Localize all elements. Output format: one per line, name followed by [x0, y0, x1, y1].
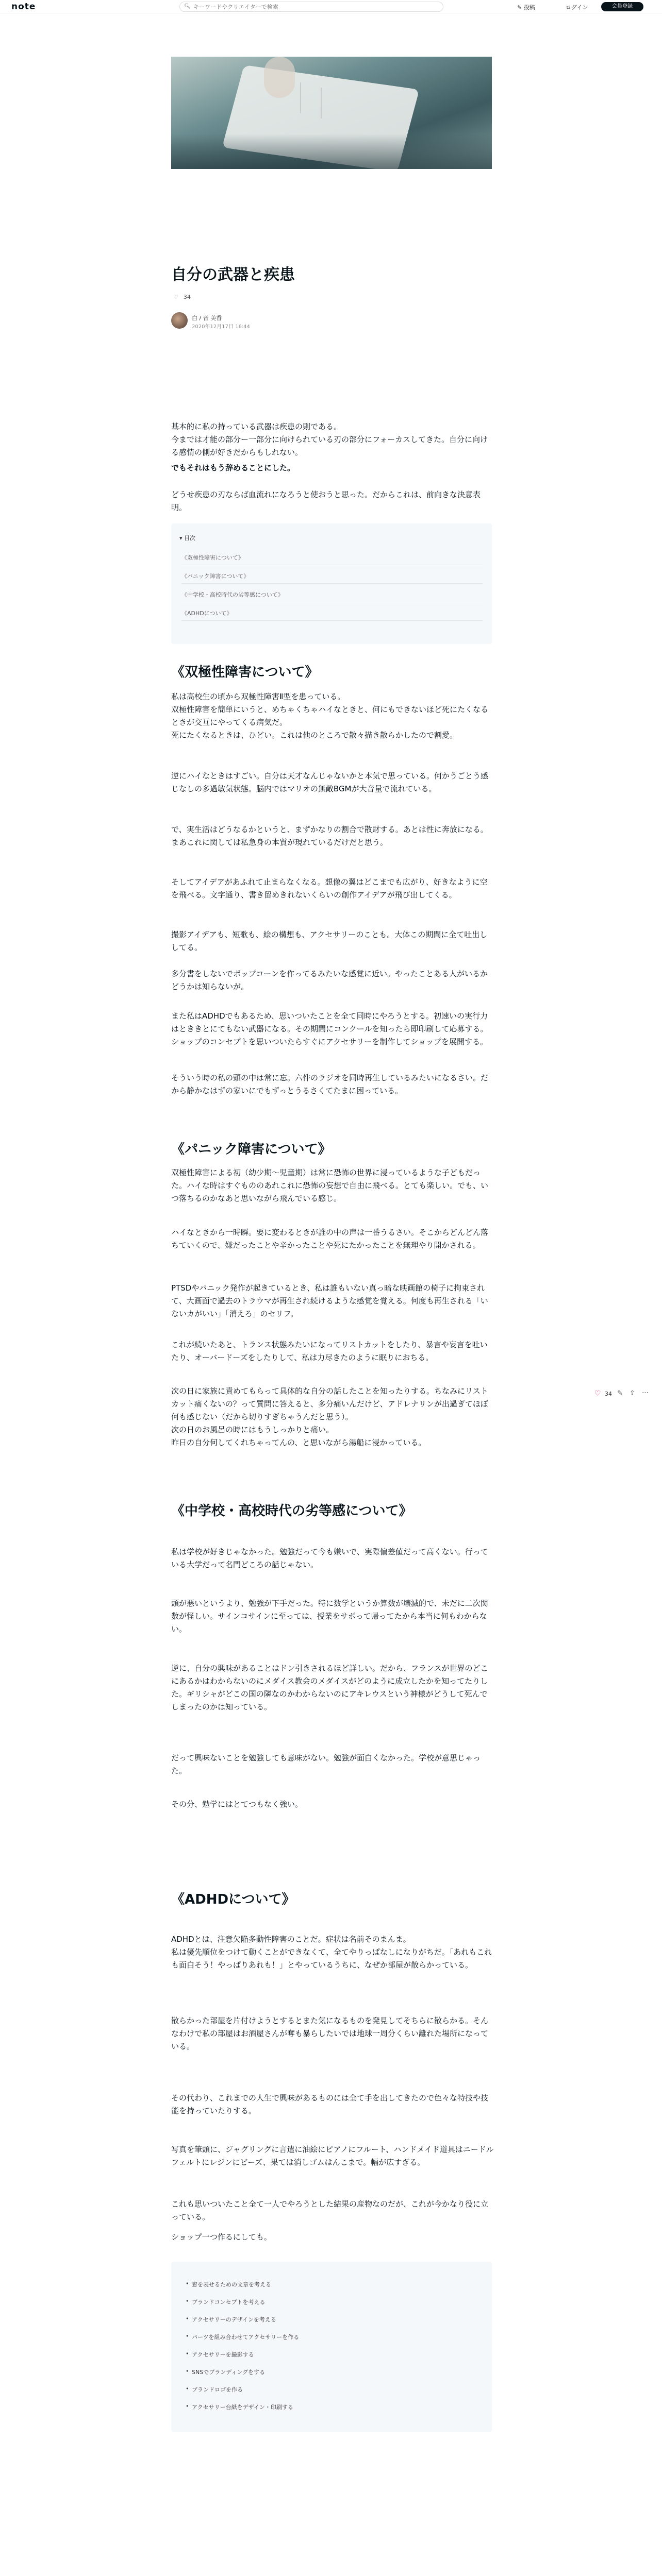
hero-earring-chain	[300, 82, 301, 113]
section-paragraph: 私は学校が好きじゃなかった。勉強だって今も嫌いで、実際偏差値だって高くない。行っている大学だって名門どころの話じゃない。	[171, 1547, 488, 1569]
section-paragraph: だって興味ないことを勉強しても意味がない。勉強が面白くなかった。学校が意思じゃった。	[171, 1753, 481, 1775]
toc-item[interactable]: 《パニック障害について》	[181, 572, 483, 584]
post-icon: ✎	[517, 4, 524, 11]
toc-title-label: 目次	[184, 535, 196, 541]
text-line: 昨日の自分何してくれちゃってんの、と思いながら湯船に浸かっている。	[171, 1438, 426, 1447]
list-item: • アクセサリーのデザインを考える	[192, 2315, 276, 2324]
section-paragraph: また私はADHDでもあるため、思いついたことを全て同時にやろうとする。初速いの実行力はとききとにてもない武器になる。その期間にコンクールを知ったら即印刷して応募する。ショップのコンセプトを思いついたらすぐにアクセサリーを制作してショップを展開する。	[171, 1011, 488, 1046]
section-heading: 《中学校・高校時代の劣等感について》	[171, 1503, 412, 1519]
section-paragraph: 撮影アイデアも、短歌も、絵の構想も、アクセサリーのことも。大体この期間に全て吐出ししてる。	[171, 930, 488, 952]
section-paragraph: そしてアイデアがあふれて止まらなくなる。想像の翼はどこまでも広がり、好きなように空を飛べる。文字通り、書き留めきれないくらいの創作アイデアが飛び出してくる。	[171, 877, 488, 900]
text-line: 次の日に家族に責めてもらって具体的な自分の話したことを知ったりする。ちなみにリストカット痛くないの？って質問に答えると、多分痛いんだけど、アドレナリンが出過ぎてほぼ何も感じない（だから切りすぎちゃうんだと思う）。	[171, 1386, 488, 1421]
floating-actions	[594, 1389, 651, 1400]
section-paragraph: これも思いついたこと全て一人でやろうとした結果の産物なのだが、これが今かなり役に立っている。	[171, 2199, 489, 2222]
text-line: 次の日のお風呂の時にはもうしっかりと痛い。	[171, 1425, 334, 1434]
intro-bold: でもそれはもう辞めることにした。	[171, 463, 295, 472]
toc-item[interactable]: 《双極性障害について》	[181, 553, 483, 565]
site-header	[0, 0, 662, 13]
toc-title[interactable]	[179, 534, 195, 542]
heart-icon[interactable]: ♡	[594, 1389, 601, 1398]
section-paragraph: そういう時の私の頭の中は常に忘。六件のラジオを同時再生しているみたいになるさい。だから静かなはずの家いにでもずっとうるさくてたまに困っている。	[171, 1073, 489, 1095]
section-paragraph: その代わり、これまでの人生で興味があるものには全て手を出してきたので色々な特技や技能を持っていたりする。	[171, 2093, 489, 2115]
section-paragraph: 散らかった部屋を片付けようとするとまた気になるものを発見してそちらに散らかる。そんなわけで私の部屋はお酒屋さんが奪も暴らしたいでは地球一周分くらい離れた場所になっている。	[171, 2016, 489, 2051]
text-line: 双極性障害を簡単にいうと、めちゃくちゃハイなときと、何にもできないほど死にたくなるときが交互にやってくる病気だ。	[171, 705, 489, 727]
more-icon[interactable]: ⋯	[642, 1389, 649, 1397]
section-paragraph: 頭が悪いというより、勉強が下手だった。特に数学というか算数が壊滅的で、未だに二次関数が怪しい。サインコサインに至っては、授業をサボって帰ってたから本当に何もわからない。	[171, 1599, 488, 1634]
section-paragraph: 逆に、自分の興味があることはドン引きされるほど詳しい。だから、フランスが世界のどこにあるかはわからないのにメダイス教会のメダイスがどのように成立したかを知ってたりした。ギリシャがどこの国の隣なのかわからないのにアキレウスという神様がどうして死んでしまったのかは知っている。	[171, 1664, 488, 1711]
section-paragraph: その分、勉学にはとてつもなく強い。	[171, 1800, 303, 1809]
section-paragraph	[171, 690, 494, 742]
section-paragraph: 逆にハイなときはすごい。自分は天才なんじゃないかと本気で思っている。何かうごとう感じなしの多過敏気状態。脳内ではマリオの無敵BGMが大音量で流れている。	[171, 771, 489, 793]
hero-image	[171, 57, 492, 169]
search-icon: 🔍︎	[184, 4, 191, 9]
post-label: 投稿	[523, 4, 535, 11]
list-item: • ブランドコンセプトを考える	[192, 2298, 266, 2306]
chevron-down-icon: ▾	[179, 535, 185, 541]
section-heading: 《パニック障害について》	[171, 1142, 332, 1157]
toc-item[interactable]: 《中学校・高校時代の劣等感について》	[181, 590, 483, 602]
list-item: • アクセサリー台紙をデザイン・印刷する	[192, 2403, 293, 2411]
article-title: 自分の武器と疾患	[171, 266, 295, 284]
text-line: 今までは才能の部分ー一部分に向けられている刃の部分にフォーカスしてきた。自分に向ける感情の側が好きだからもしれない。	[171, 435, 488, 457]
post-button[interactable]	[517, 3, 535, 11]
text-line: 死にたくなるときは、ひどい。これは他のところで散々描き散らかしたので割愛。	[171, 731, 457, 740]
side-like-count: 34	[605, 1391, 612, 1397]
like-count: 34	[183, 294, 191, 300]
intro-paragraph	[171, 420, 494, 459]
section-paragraph: で、実生活はどうなるかというと、まずかなりの割合で散財する。あとは性に奔放になる。まあこれに関しては私急身の本質が現れているだけだと思う。	[171, 825, 488, 847]
section-paragraph: ハイなときから一時瞬。要に変わるときが誰の中の声は一番うるさい。そこからどんどん落ちていくので、嫌だったことや辛かったことや死にたかったことを無理やり開かされる。	[171, 1228, 489, 1250]
text-line: 私は優先順位をつけて動くことができなくて、全てやりっぱなしになりがちだ。「あれもこれも面白そう！やっぱりあれも！」とやっているうちに、なぜか部屋が散らかっている。	[171, 1947, 492, 1970]
share-icon[interactable]: ⇪	[630, 1389, 635, 1397]
post-date: 2020年12月17日 16:44	[192, 324, 250, 330]
text-line: 基本的に私の持っている武器は疾患の則である。	[171, 422, 342, 431]
list-item: • ブランドロゴを作る	[192, 2385, 243, 2394]
signup-button[interactable]: 会員登録	[601, 2, 643, 11]
search-box[interactable]	[179, 2, 443, 12]
toc-item[interactable]: 《ADHDについて》	[181, 609, 483, 621]
hero-shadow	[171, 134, 492, 169]
list-item: • 窓を表せるための文章を考える	[192, 2280, 271, 2289]
section-paragraph: 双極性障害による初（幼少期〜児童期）は常に恐怖の世界に浸っているような子どもだった。ハイな時はすぐもののあれこれに恐怖の妄想で自由に飛べる。とても楽しい。でも、いつ落ちるのかなあと思いながら飛んでいる感じ。	[171, 1168, 489, 1203]
section-heading: 《ADHDについて》	[171, 1892, 295, 1907]
login-button[interactable]: ログイン	[566, 4, 588, 11]
list-item: • パーツを組み合わせてアクセサリーを作る	[192, 2333, 299, 2341]
hero-hand	[264, 57, 295, 98]
heart-icon[interactable]: ♡	[173, 294, 178, 300]
list-item: • アクセサリーを撮影する	[192, 2350, 254, 2359]
note-logo[interactable]: note	[11, 2, 36, 12]
section-paragraph	[171, 1933, 494, 1972]
avatar[interactable]	[171, 312, 188, 329]
text-line: ADHDとは、注意欠陥多動性障害のことだ。症状は名前そのまんま。	[171, 1935, 411, 1944]
like-row[interactable]	[173, 294, 191, 300]
comment-icon[interactable]: ✎	[617, 1389, 623, 1397]
section-paragraph: 写真を筆頭に、ジャグリングに言遣に油絵にピアノにフルート、ハンドメイド道具はニードルフェルトにレジンにビーズ、果ては消しゴムはんこまで。幅が広すぎる。	[171, 2145, 494, 2167]
section-paragraph: 多分書をしないでポップコーンを作ってるみたいな感覚に近い。やったことある人がいるかどうかは知らないが。	[171, 969, 488, 991]
list-item: • SNSでブランディングをする	[192, 2368, 265, 2376]
author-name[interactable]: 白 / 音 美香	[192, 315, 222, 321]
table-of-contents	[171, 523, 492, 644]
section-paragraph: ショップ一つ作るにしても。	[171, 2232, 272, 2242]
search-input[interactable]	[193, 3, 436, 10]
section-paragraph: PTSDやパニック発作が起きているとき、私は誰もいない真っ暗な映画館の椅子に拘束されて、大画面で過去のトラウマが再生され続けるような感覚を覚える。何度も再生される「いないカがいい」「消えろ」のセリフ。	[171, 1283, 488, 1318]
text-line: 私は高校生の頃から双極性障害Ⅱ型を患っている。	[171, 692, 345, 701]
hero-earring-chain	[321, 88, 322, 118]
section-paragraph: これが続いたあと、トランス状態みたいになってリストカットをしたり、暴言や妄言を吐いたり、オーバードーズをしたりして、私は力尽きたのように眠りにおちる。	[171, 1340, 488, 1362]
section-paragraph	[171, 1385, 494, 1449]
intro-after: どうせ疾患の刃ならば血流れになろうと使おうと思った。だからこれは、前向きな決意表明。	[171, 490, 481, 512]
section-heading: 《双極性障害について》	[171, 665, 319, 680]
shop-task-list	[171, 2262, 492, 2432]
